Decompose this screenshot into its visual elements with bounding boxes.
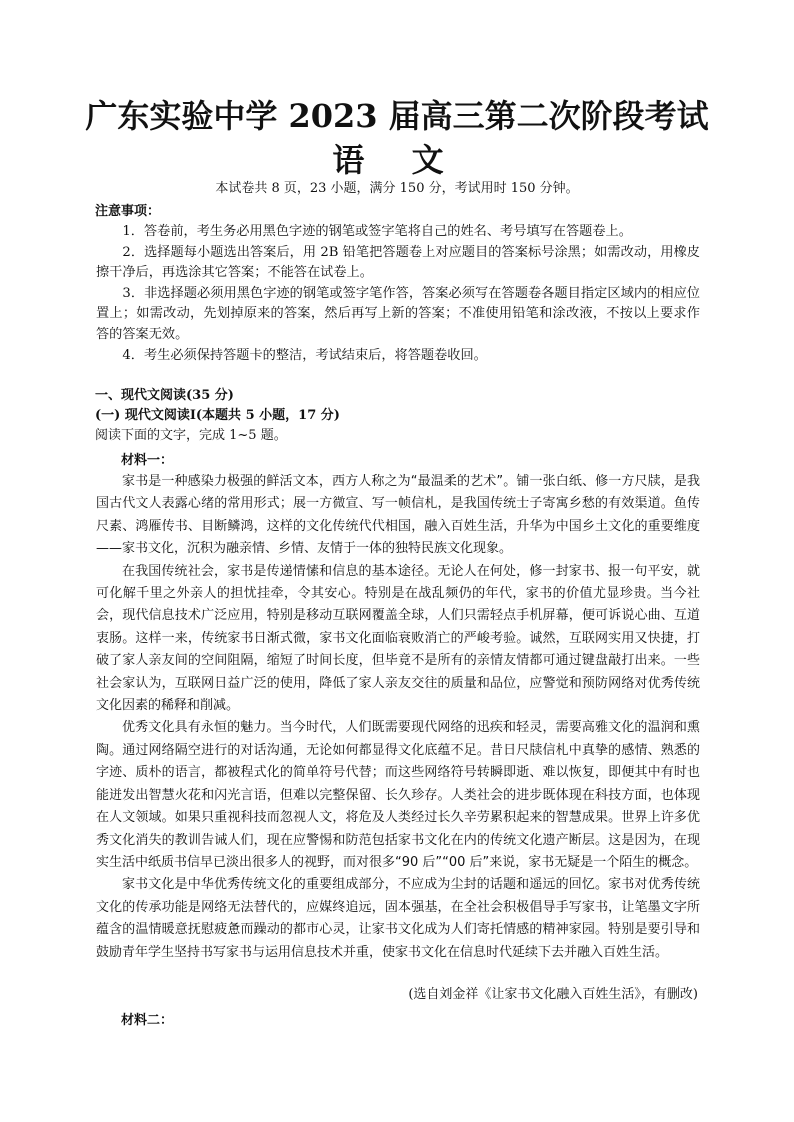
- material-paragraph: 家书文化是中华优秀传统文化的重要组成部分，不应成为尘封的话题和遥远的回忆。家书对优秀传统文化的传承功能是网络无法替代的，应媒终追远，固本强基，在全社会积极倡导手写家书，让笔墨文字所蕴含的温情暖意抚慰疲惫而躁动的都市心灵，让家书文化成为人们寄托情感的精神家园。特别是要引导和鼓励青年学生坚持书写家书与运用信息技术并重，使家书文化在信息时代延续下去并融入百姓生活。: [96, 877, 700, 960]
- material-paragraph: 优秀文化具有永恒的魅力。当今时代，人们既需要现代网络的迅疾和轻灵，需要高雅文化的温润和熏陶。通过网络隔空进行的对话沟通，无论如何都显得文化底蕴不足。昔日尺牍信札中真挚的感情、熟悉的字迹、质朴的语言，都被程式化的简单符号代替；而这些网络符号转瞬即逝、难以恢复，即便其中有时也能迸发出智慧火花和闪光言语，但难以完整保留、长久珍存。人类社会的进步既体现在科技方面，也体现在人文领域。如果只重视科技而忽视人文，将危及人类经过长久辛劳累积起来的智慧成果。世界上许多优秀文化消失的教训告诫人们，现在应警惕和防范包括家书文化在内的传统文化遗产断层。这是因为，在现实生活中纸质书信早已淡出很多人的视野，而对很多“90 后”“00 后”来说，家书无疑是一个陌生的概念。: [96, 720, 700, 870]
- material-2-label: 材料二：: [121, 1013, 174, 1028]
- material-1-label: 材料一：: [121, 453, 174, 468]
- material-paragraph: 在我国传统社会，家书是传递情愫和信息的基本途径。无论人在何处，修一封家书、报一句平安，就可化解千里之外亲人的担忧挂牵，令其安心。特别是在战乱频仍的年代，家书的价值尤显珍贵。当今社会，现代信息技术广泛应用，特别是移动互联网覆盖全球，人们只需轻点手机屏幕，便可诉说心曲、互道衷肠。这样一来，传统家书日渐式微，家书文化面临衰败消亡的严峻考验。诚然，互联网实用又快捷，打破了家人亲友间的空间阻隔，缩短了时间长度，但毕竟不是所有的亲情友情都可通过键盘敲打出来。一些社会家认为，互联网日益广泛的使用，降低了家人亲友交往的质量和品位，应警觉和预防网络对优秀传统文化因素的稀释和削减。: [96, 563, 700, 714]
- material-1-body: [96, 471, 700, 964]
- notice-item: 4．考生必须保持答题卡的整洁，考试结束后，将答题卷收回。: [122, 347, 487, 363]
- reading-instruction: 阅读下面的文字，完成 1~5 题。: [95, 428, 287, 443]
- subsection-heading: (一) 现代文阅读Ⅰ(本题共 5 小题，17 分): [95, 408, 340, 423]
- section-heading: 一、现代文阅读(35 分): [95, 388, 234, 403]
- material-paragraph: 家书是一种感染力极强的鲜活文本，西方人称之为“最温柔的艺术”。铺一张白纸、修一方尺牍，是我国古代文人表露心绪的常用形式；展一方微宣、写一帧信札，是我国传统士子寄寓乡愁的有效渠道。鱼传尺素、鸿雁传书、目断鳞鸿，这样的文化传统代代相国，融入百姓生活，升华为中国乡土文化的重要维度——家书文化，沉积为融亲情、乡情、友情于一体的独特民族文化现象。: [96, 474, 700, 557]
- subject-title: 语 文: [332, 141, 462, 179]
- exam-title: 广东实验中学 2023 届高三第二次阶段考试: [85, 97, 709, 135]
- exam-info: 本试卷共 8 页，23 小题，满分 150 分，考试用时 150 分钟。: [215, 181, 579, 196]
- notice-item: 1．答卷前，考生务必用黑色字迹的钢笔或签字笔将自己的姓名、考号填写在答题卷上。: [122, 224, 632, 239]
- source-citation: (选自刘金祥《让家书文化融入百姓生活》，有删改): [408, 987, 698, 1002]
- notice-list: [96, 222, 700, 366]
- notice-item: 2．选择题每小题选出答案后，用 2B 铅笔把答题卷上对应题目的答案标号涂黑；如需改动，用橡皮擦干净后，再选涂其它答案；不能答在试卷上。: [96, 244, 700, 281]
- notice-item: 3．非选择题必须用黑色字迹的钢笔或签字笔作答，答案必须写在答题卷各题目指定区域内的相应位置上；如需改动，先划掉原来的答案，然后再写上新的答案；不准使用铅笔和涂改液，不按以上要求作答的答案无效。: [96, 285, 700, 342]
- notice-heading: 注意事项：: [95, 204, 161, 219]
